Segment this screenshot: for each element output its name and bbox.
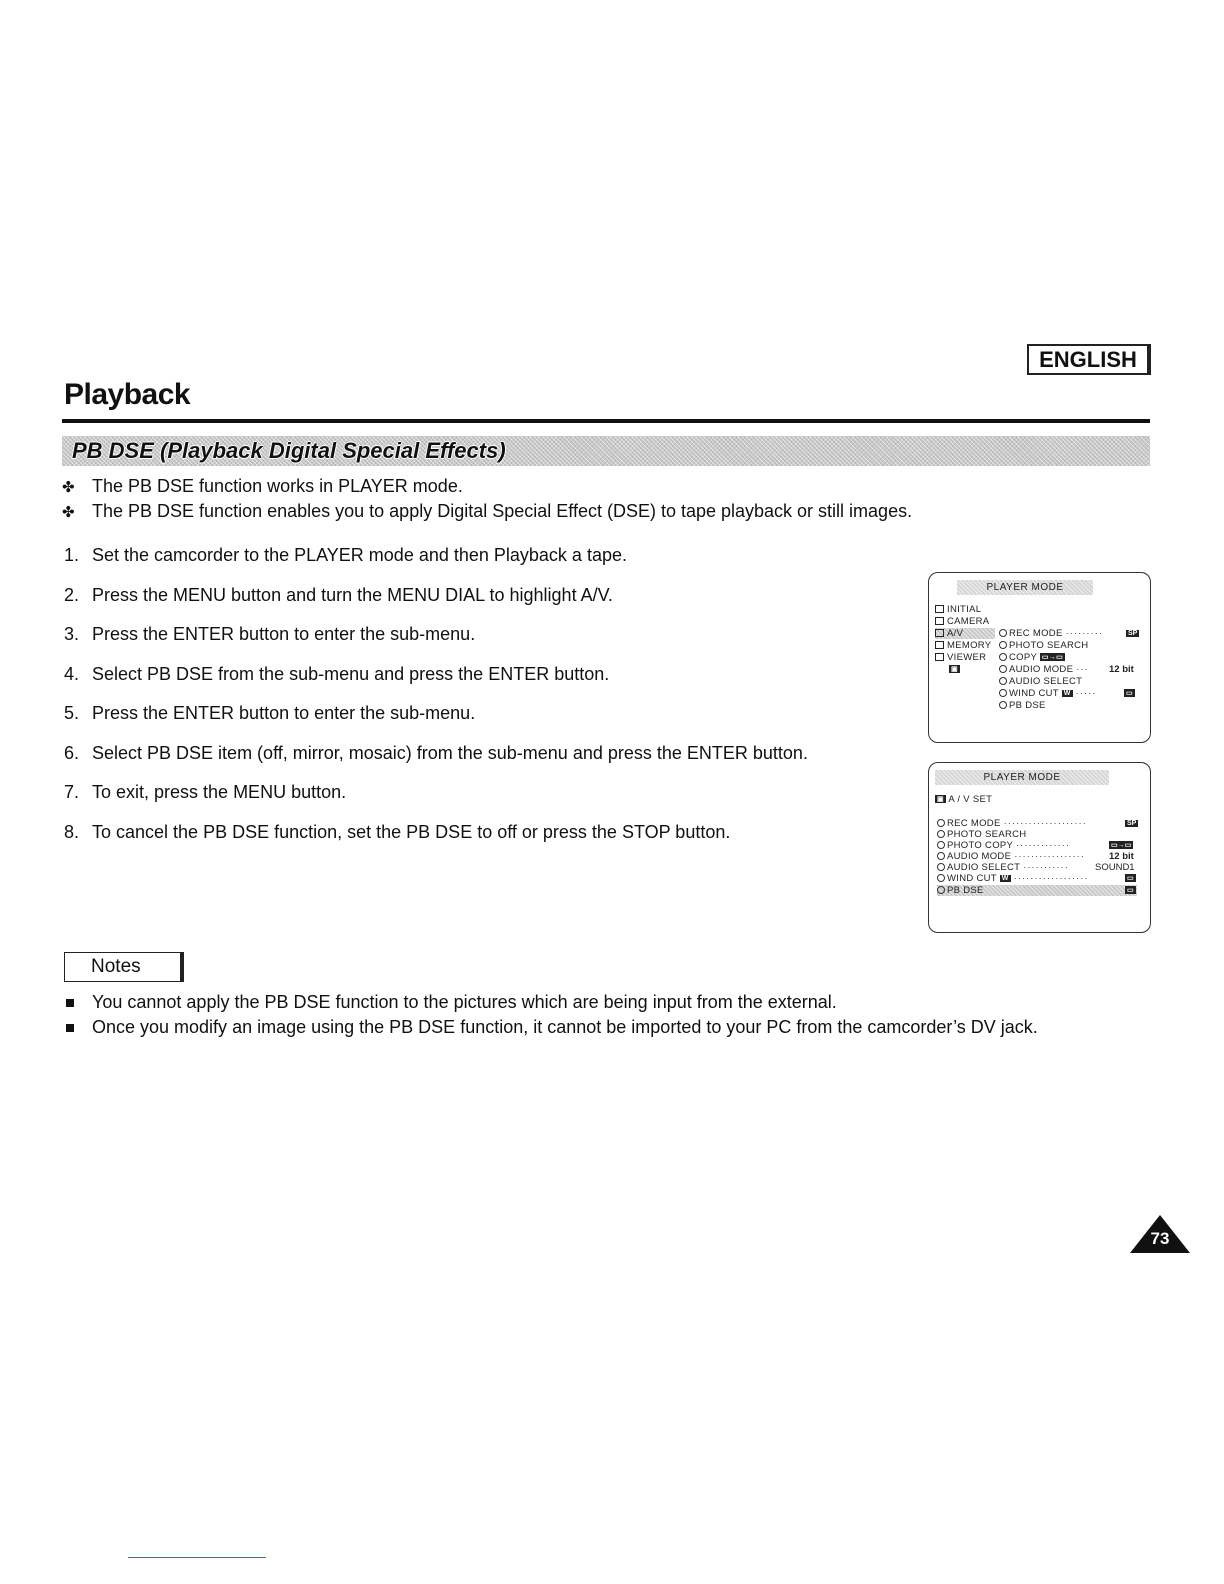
step-item <box>64 585 904 625</box>
pb-dse-icon: ▭ <box>1127 887 1134 895</box>
step-item <box>64 782 904 822</box>
audio-mode-value: 12 bit <box>1109 664 1134 675</box>
osd-main-menu <box>928 572 1151 743</box>
title-rule <box>62 419 1150 423</box>
step-number: 8. <box>64 821 80 842</box>
step-item <box>64 664 904 704</box>
rec-mode-icon: SP <box>1127 819 1137 827</box>
page-number: 73 <box>1150 1229 1170 1248</box>
osd-header: PLAYER MODE <box>957 580 1093 595</box>
memory-icon <box>935 641 944 649</box>
intro-item <box>62 474 1062 499</box>
steps-list <box>64 545 904 861</box>
notes-list <box>64 990 1164 1040</box>
osd-av-submenu <box>928 762 1151 933</box>
osd-menu-av: A/V <box>935 628 995 639</box>
step-text: To exit, press the MENU button. <box>92 782 347 802</box>
osd-menu-camera: CAMERA <box>935 616 989 627</box>
bullet-icon: ✤ <box>62 478 75 496</box>
osd-subtitle: ▣ A / V SET <box>937 794 993 805</box>
step-item <box>64 545 904 585</box>
banner-title: PB DSE (Playback Digital Special Effects) <box>72 438 506 463</box>
osd-menu-viewer: VIEWER <box>935 652 986 663</box>
tape-icon: ▣ <box>951 666 958 674</box>
step-text: Select PB DSE from the sub-menu and press the ENTER button. <box>92 663 610 684</box>
note-text: You cannot apply the PB DSE function to the pictures which are being input from the external. <box>92 992 837 1012</box>
bullet-icon: ✤ <box>62 503 75 521</box>
step-number: 4. <box>64 663 80 684</box>
osd-sub-copy: COPY ▭→▭ <box>999 652 1065 663</box>
viewer-icon <box>935 653 944 661</box>
wind-cut-icon: ▭ <box>1127 875 1134 883</box>
intro-list <box>62 474 1062 524</box>
osd-item-audio-mode: AUDIO MODE ················· <box>937 851 1085 862</box>
osd-sub-wind-cut: WIND CUT W ····· <box>999 688 1096 699</box>
osd-item-pb-dse: PB DSE <box>937 885 1137 896</box>
osd-item-photo-copy: PHOTO COPY ············· <box>937 840 1070 851</box>
av-icon: ▣ <box>937 796 944 804</box>
av-icon <box>935 629 944 637</box>
audio-mode-value: 12 bit <box>1109 851 1134 862</box>
initial-icon <box>935 605 944 613</box>
osd-item-wind-cut: WIND CUT W ·················· <box>937 873 1089 884</box>
step-text: Press the ENTER button to enter the sub-menu. <box>92 624 476 644</box>
square-bullet-icon <box>66 999 74 1007</box>
osd-sub-audio-select: AUDIO SELECT <box>999 676 1082 687</box>
osd-sub-rec-mode: REC MODE ········· <box>999 628 1103 639</box>
step-text: To cancel the PB DSE function, set the PB DSE to off or press the STOP button. <box>92 821 731 842</box>
footer-line <box>128 1557 266 1558</box>
copy-icon: ▭→▭ <box>1041 654 1064 662</box>
step-text: Select PB DSE item (off, mirror, mosaic) from the sub-menu and press the ENTER button. <box>92 742 808 763</box>
step-item <box>64 822 904 862</box>
audio-select-value: SOUND1 <box>1095 862 1135 873</box>
camera-icon <box>935 617 944 625</box>
language-badge: ENGLISH <box>1027 344 1151 375</box>
step-number: 3. <box>64 624 80 644</box>
section-banner <box>62 436 1150 466</box>
note-item <box>64 990 1164 1015</box>
osd-sub-audio-mode: AUDIO MODE ··· <box>999 664 1089 675</box>
osd-sub-pb-dse: PB DSE <box>999 700 1046 711</box>
osd-menu-memory: MEMORY <box>935 640 991 651</box>
step-item <box>64 743 904 783</box>
intro-text: The PB DSE function works in PLAYER mode. <box>92 476 463 496</box>
rec-mode-icon: SP <box>1128 629 1138 637</box>
intro-item <box>62 499 1062 524</box>
step-text: Set the camcorder to the PLAYER mode and then Playback a tape. <box>92 545 627 565</box>
step-item <box>64 624 904 664</box>
notes-label: Notes <box>64 952 184 982</box>
square-bullet-icon <box>66 1024 74 1032</box>
step-number: 5. <box>64 703 80 723</box>
osd-menu-initial: INITIAL <box>935 604 981 615</box>
osd-header: PLAYER MODE <box>935 770 1109 785</box>
photo-copy-icon: ▭→▭ <box>1111 842 1132 850</box>
osd-item-audio-select: AUDIO SELECT ··········· <box>937 862 1069 873</box>
intro-text: The PB DSE function enables you to apply Digital Special Effect (DSE) to tape playback or still images. <box>92 501 913 521</box>
note-item <box>64 1015 1164 1040</box>
step-number: 2. <box>64 584 80 605</box>
osd-item-photo-search: PHOTO SEARCH <box>937 829 1026 840</box>
wind-icon: W <box>1063 689 1071 697</box>
step-item <box>64 703 904 743</box>
step-number: 7. <box>64 782 80 802</box>
step-text: Press the ENTER button to enter the sub-menu. <box>92 703 476 723</box>
wind-icon: W <box>1001 874 1009 882</box>
wind-cut-icon: ▭ <box>1126 690 1133 698</box>
step-number: 1. <box>64 545 80 565</box>
note-text: Once you modify an image using the PB DSE function, it cannot be imported to your PC from the camcorder’s DV jack. <box>92 1017 1038 1037</box>
step-text: Press the MENU button and turn the MENU DIAL to highlight A/V. <box>92 584 613 605</box>
osd-sub-photo-search: PHOTO SEARCH <box>999 640 1088 651</box>
page-number-badge <box>1130 1215 1190 1253</box>
osd-item-rec-mode: REC MODE ···················· <box>937 818 1087 829</box>
step-number: 6. <box>64 742 80 763</box>
section-title: Playback <box>64 378 191 411</box>
